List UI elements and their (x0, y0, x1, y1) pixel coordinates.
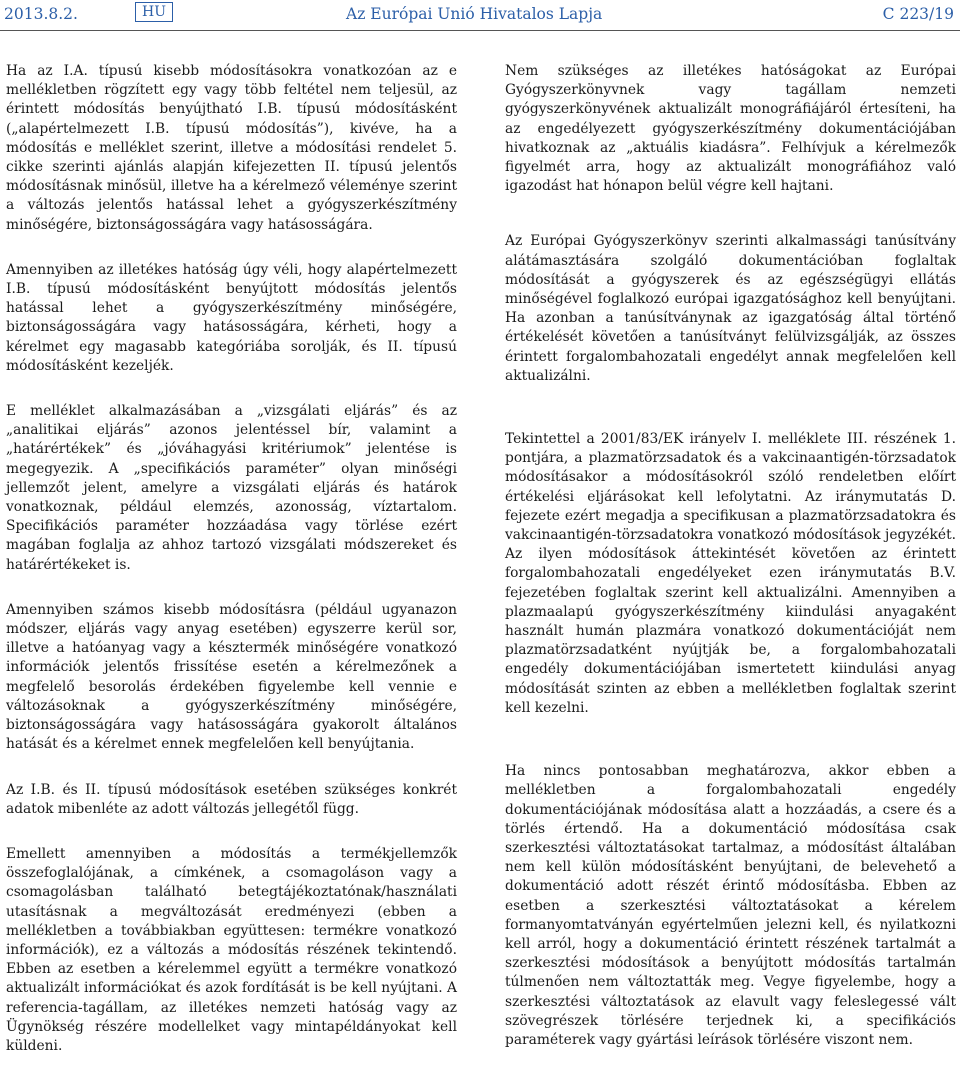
paragraph: Nem szükséges az illetékes hatóságokat az Európai Gyógyszerkönyvnek vagy tagállam nemzeti gyógyszerkönyvének aktualizált monográfiájáról értesíteni, ha az engedélyezett gyógyszerkészítmény dokumentációjában hivatkoznak az „aktuális kiadásra”. Felhívjuk a kérelmezők figyelmét arra, hogy az aktualizált monográfiához való igazodást hat hónapon belül végre kell hajtani. (505, 63, 956, 195)
paragraph: Amennyiben az illetékes hatóság úgy véli, hogy alapértelmezett I.B. típusú módosításként benyújtott módosítás jelentős hatással lehet a gyógyszerkészítmény minőségére, biztonságosságára vagy hatásosságára, kérheti, hogy a kérelmet egy magasabb kategóriába sorolják, és II. típusú módosításként kezeljék. (6, 261, 457, 374)
right-column (505, 62, 956, 1050)
page-header (0, 0, 960, 30)
paragraph: E melléklet alkalmazásában a „vizsgálati eljárás” és az „analitikai eljárás” azonos jelentéssel bír, valamint a „határértékek” és „jóváhagyási kritériumok” jelentése is megegyezik. A „specifikációs paraméter” olyan minőségi jellemzőt jelent, amelyre a vizsgálati eljárás és határok vonatkoznak, például elemzés, azonosság, víztartalom. Specifikációs paraméter hozzáadása vagy törlése ezért magában foglalja az ahhoz tartozó vizsgálati módszereket és határértékeket is. (6, 403, 457, 573)
paragraph: Ha az I.A. típusú kisebb módosításokra vonatkozóan az e mellékletben rögzített egy vagy több feltétel nem teljesül, az érintett módosítás benyújtható I.B. típusú módosításként („alapértelmezett I.B. típusú módosítás”), kivéve, ha a módosítás e melléklet szerint, illetve a módosítási rendelet 5. cikke szerinti ajánlás alapján kifejezetten II. típusú jelentős módosításnak minősül, illetve ha a kérelmező véleménye szerint a változás jelentős hatással lehet a gyógyszerkészítmény minőségére, biztonságosságára vagy hatásosságára. (6, 63, 457, 233)
publication-date: 2013.8.2. (4, 5, 78, 23)
paragraph: Ha nincs pontosabban meghatározva, akkor ebben a mellékletben a forgalombahozatali engedély dokumentációjának módosítása alatt a hozzáadás, a csere és a törlés értendő. Ha a dokumentáció módosítása csak szerkesztési változtatásokat tartalmaz, a módosítást általában nem kell külön módosításként benyújtani, de belevehető a dokumentáció adott részét érintő módosításba. Ebben az esetben a szerkesztési változtatásokat a kérelem formanyomtatványán egyértelműen jelezni kell, és nyilatkozni kell arról, hogy a dokumentáció érintett részének tartalmát a szerkesztési módosítások a benyújtott módosítás tartalmán túlmenően nem változtatták meg. Vegye figyelembe, hogy a szerkesztési változtatások az elavult vagy feleslegessé vált szövegrészek törlésére terjednek ki, a specifikációs paraméterek vagy gyártási leírások törlésére viszont nem. (505, 763, 956, 1048)
paragraph: Az I.B. és II. típusú módosítások esetében szükséges konkrét adatok mibenléte az adott változás jellegétől függ. (6, 781, 457, 817)
left-column (6, 62, 457, 1056)
paragraph: Emellett amennyiben a módosítás a termékjellemzők összefoglalójának, a címkének, a csomagoláson vagy a csomagolásban található betegtájékoztatónak/használati utasításnak a megváltozását eredményezi (ebben a mellékletben a továbbiakban együttesen: termékre vonatkozó információk), ez a változás a módosítás részének tekintendő. Ebben az esetben a kérelemmel együtt a termékre vonatkozó aktualizált információkat és azok fordítását is be kell nyújtani. A referencia-tagállam, az illetékes nemzeti hatóság vagy az Ügynökség részére modellelket vagy mintapéldányokat kell küldeni. (6, 845, 457, 1054)
language-badge: HU (135, 2, 173, 22)
paragraph: Az Európai Gyógyszerkönyv szerinti alkalmassági tanúsítvány alátámasztására szolgáló dokumentációban foglaltak módosítását a gyógyszerek és az egészségügyi ellátás minőségével foglalkozó európai igazgatósághoz kell benyújtani. Ha azonban a tanúsítványnak az igazgatóság által történő értékelését követően a tanúsítványt felülvizsgálják, az összes érintett forgalombahozatali engedélyt annak megfelelően kell aktualizálni. (505, 233, 956, 384)
journal-title: Az Európai Unió Hivatalos Lapja (346, 5, 603, 23)
header-divider (0, 30, 960, 31)
paragraph: Amennyiben számos kisebb módosításra (például ugyanazon módszer, eljárás vagy anyag esetében) egyszerre kerül sor, illetve a hatóanyag vagy a késztermék minőségére vonatkozó információk jelentős frissítése esetén a kérelmezőnek a megfelelő besorolás érdekében figyelembe kell vennie e változásoknak a gyógyszerkészítmény minőségére, biztonságosságára vagy hatásosságára gyakorolt általános hatását és a kérelmet ennek megfelelően kell benyújtania. (6, 601, 457, 753)
page-reference: C 223/19 (882, 5, 954, 23)
paragraph: Tekintettel a 2001/83/EK irányelv I. melléklete III. részének 1. pontjára, a plazmatörzsadatok és a vakcinaantigén-törzsadatok módosításakor a módosításokról szóló rendeletben előírt értékelési eljárásokat kell lefolytatni. Az iránymutatás D. fejezete ezért megadja a specifikusan a plazmatörzsadatokra és vakcinaantigén-törzsadatokra vonatkozó módosítások jegyzékét. Az ilyen módosítások áttekintését követően az érintett forgalombahozatali engedélyeket ezen iránymutatás B.V. fejezetében foglaltak szerint kell aktualizálni. Amennyiben a plazmaalapú gyógyszerkészítmény kiindulási anyagaként használt humán plazmára vonatkozó dokumentációját nem plazmatörzsadatként nyújtják be, a forgalombahozatali engedély dokumentációjában ismertetett kiindulási anyag módosítását szinten az ebben a mellékletben foglaltak szerint kell kezelni. (505, 431, 957, 716)
